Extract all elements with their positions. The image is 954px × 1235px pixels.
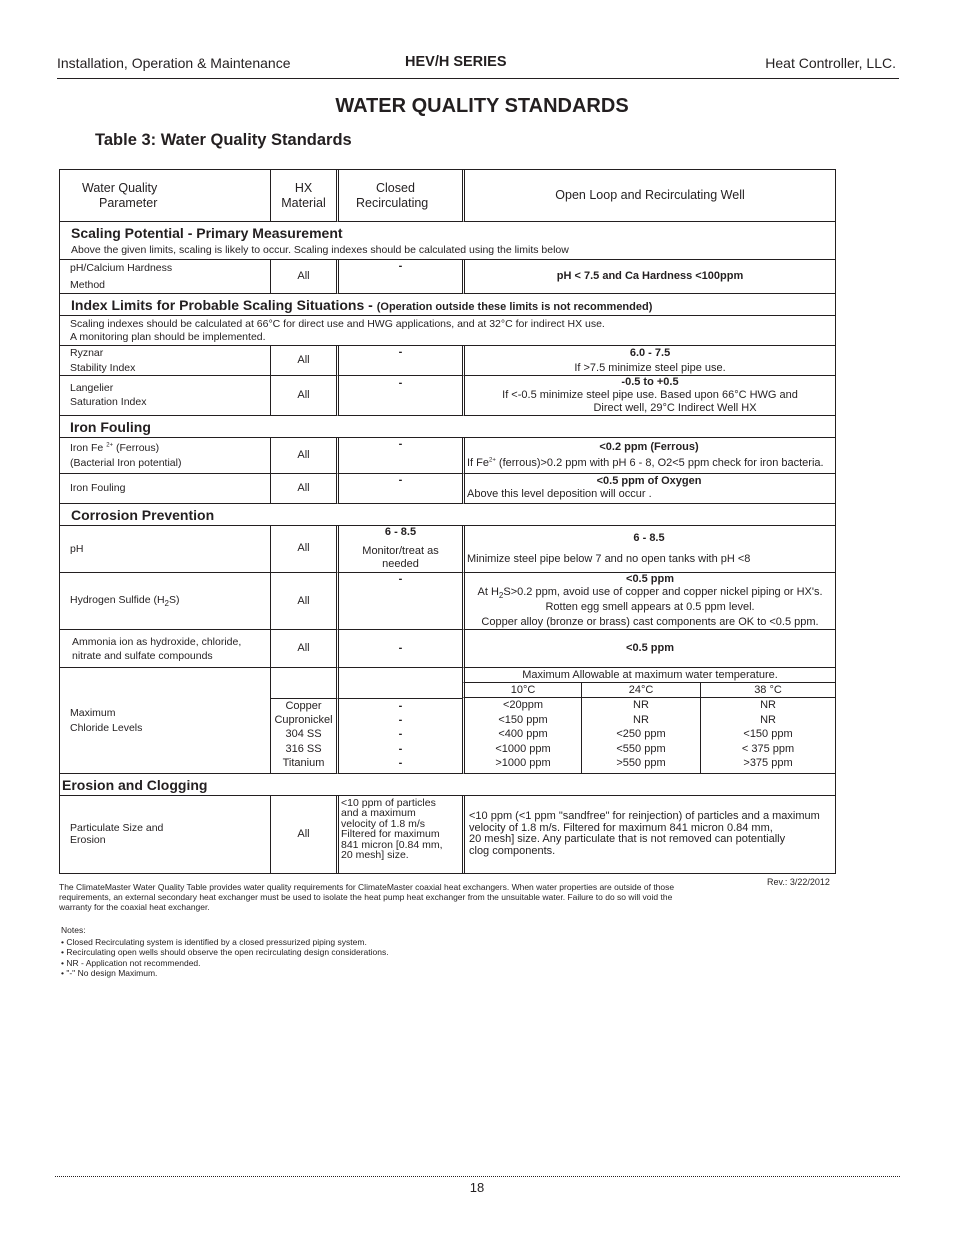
open-line: <10 ppm (<1 ppm "sandfree" for reinjection) of particles and a maximum	[469, 810, 820, 823]
hx-cell: Titanium	[270, 757, 336, 774]
table-row	[60, 474, 835, 504]
open-line: clog components.	[469, 844, 556, 857]
header-parameter-l2: Parameter	[99, 195, 158, 210]
chloride-value: <250 ppm	[581, 728, 700, 743]
param-fe-ferrous: (Ferrous)	[115, 441, 160, 454]
chloride-caption: Maximum Allowable at maximum water temperature.	[462, 668, 835, 683]
open-cell	[462, 438, 835, 474]
note-item: • Closed Recirculating system is identified by a closed pressurized piping system.	[61, 937, 367, 948]
chloride-value: < 375 ppm	[700, 742, 835, 757]
hx-cell: All	[270, 630, 336, 668]
open-note-a: At H	[477, 585, 499, 598]
chloride-value: <20ppm	[462, 698, 581, 713]
open-note: Above this level deposition will occur .	[467, 488, 652, 501]
closed-note: Monitor/treat as	[362, 544, 439, 557]
open-note: Minimize steel pipe below 7 and no open tanks with pH <8	[467, 552, 751, 565]
chloride-value: NR	[700, 713, 835, 728]
hx-cell	[270, 668, 336, 698]
closed-cell: -	[336, 728, 462, 743]
desc-line: Scaling indexes should be calculated at 66°C for direct use and HWG applications, and at 32°C for indirect HX use.	[70, 318, 605, 331]
param-line: Ryznar	[70, 347, 104, 360]
open-value: 6.0 - 7.5	[629, 346, 671, 359]
section-title-erosion: Erosion and Clogging	[60, 774, 835, 796]
disclaimer	[59, 883, 759, 912]
table-row	[60, 668, 835, 683]
hx-cell: All	[270, 376, 336, 416]
open-value: <0.5 ppm	[626, 572, 675, 585]
param-line: Particulate Size and	[70, 821, 164, 834]
section-row-iron	[60, 416, 835, 438]
table-row	[60, 438, 835, 474]
open-note-b: (ferrous)>0.2 ppm with pH 6 - 8, O2<5 ppm check for iron bacteria.	[498, 456, 824, 469]
header-closed	[336, 170, 462, 222]
chloride-value: >550 ppm	[581, 757, 700, 774]
open-note: If <-0.5 minimize steel pipe use. Based upon 66°C HWG and	[502, 388, 798, 401]
chloride-value: NR	[581, 713, 700, 728]
param-h2s-b: S)	[169, 593, 180, 606]
header-closed-l1: Closed	[376, 180, 415, 195]
open-line: velocity of 1.8 m/s. Filtered for maximum 841 micron 0.84 mm,	[469, 821, 773, 834]
section-title-corrosion: Corrosion Prevention	[60, 504, 835, 526]
chloride-value: >1000 ppm	[462, 757, 581, 774]
param-line: (Bacterial Iron potential)	[70, 456, 182, 469]
water-quality-table	[59, 169, 836, 874]
chloride-value: <150 ppm	[462, 713, 581, 728]
header-hx-l1: HX	[294, 180, 313, 195]
revision-date: Rev.: 3/22/2012	[767, 877, 830, 887]
footer-divider	[55, 1176, 900, 1177]
closed-cell: -	[336, 346, 462, 376]
param-line: nitrate and sulfate compounds	[72, 649, 213, 662]
hx-cell: All	[270, 438, 336, 474]
param-langelier	[60, 376, 270, 416]
subscript: 2	[498, 591, 504, 601]
open-note	[469, 586, 831, 601]
chloride-value: <400 ppm	[462, 728, 581, 743]
table-row	[60, 796, 835, 873]
param-h2s	[60, 573, 270, 631]
closed-line: 20 mesh] size.	[341, 849, 409, 862]
chloride-value: >375 ppm	[700, 757, 835, 774]
closed-cell: -	[336, 438, 462, 474]
header-hx-l2: Material	[281, 195, 326, 210]
param-ryznar	[60, 346, 270, 376]
open-note-b: S>0.2 ppm, avoid use of copper and copper nickel piping or HX's.	[503, 585, 823, 598]
closed-cell: -	[336, 474, 462, 504]
hx-cell: All	[270, 573, 336, 631]
header-series: HEV/H SERIES	[405, 54, 507, 70]
hx-cell: All	[270, 346, 336, 376]
table-row	[60, 573, 835, 631]
note-item: • NR - Application not recommended.	[61, 957, 201, 968]
open-cell: pH < 7.5 and Ca Hardness <100ppm	[462, 260, 835, 294]
hx-cell: All	[270, 474, 336, 504]
section-title-note: (Operation outside these limits is not recommended)	[376, 301, 653, 314]
disclaimer-line: The ClimateMaster Water Quality Table provides water quality requirements for ClimateMaster coaxial heat exchangers. When water properties are outside of those	[59, 882, 675, 892]
notes	[61, 925, 761, 978]
hx-cell: All	[270, 260, 336, 294]
table-row	[60, 376, 835, 416]
open-cell: <0.5 ppm	[462, 630, 835, 668]
chloride-value: NR	[581, 698, 700, 713]
closed-note: needed	[382, 557, 419, 570]
open-line: 20 mesh] size. Any particulate that is not removed can potentially	[469, 833, 786, 846]
open-cell	[462, 346, 835, 376]
subscript: 2	[164, 599, 169, 608]
closed-cell: -	[336, 376, 462, 416]
open-value: <0.2 ppm (Ferrous)	[599, 440, 699, 453]
hx-cell: Copper	[270, 698, 336, 713]
open-cell	[462, 376, 835, 416]
disclaimer-line: requirements, an external secondary heat exchanger must be used to isolate the heat pump heat exchanger from the unsuitable water. Failure to do so will void the	[59, 891, 673, 902]
section-row-erosion	[60, 774, 835, 796]
closed-value: 6 - 8.5	[384, 525, 417, 538]
superscript: 2+	[106, 442, 114, 449]
chloride-value: <150 ppm	[700, 728, 835, 743]
open-cell	[462, 796, 835, 873]
param-fe: Iron Fe	[70, 441, 104, 454]
hx-cell: 316 SS	[270, 742, 336, 757]
closed-cell	[336, 796, 462, 873]
param-particulate	[60, 796, 270, 873]
section-row-index	[60, 294, 835, 316]
section-desc-row	[60, 316, 835, 346]
section-desc-scaling: Above the given limits, scaling is likely to occur. Scaling indexes should be calculated using the limits below	[60, 242, 835, 260]
disclaimer-line: warranty for the coaxial heat exchanger.	[59, 901, 210, 912]
open-note	[467, 457, 831, 470]
closed-line: <10 ppm of particles	[341, 796, 436, 809]
section-title-iron: Iron Fouling	[60, 416, 835, 438]
header-left: Installation, Operation & Maintenance	[57, 55, 291, 71]
section-row-corrosion	[60, 504, 835, 526]
table-title: Table 3: Water Quality Standards	[95, 131, 352, 149]
param-line: Chloride Levels	[70, 722, 143, 735]
param-line: Maximum	[70, 706, 116, 719]
section-title-index	[60, 294, 835, 316]
header-closed-l2: Recirculating	[356, 195, 429, 210]
param-ammonia	[60, 630, 270, 668]
param-ph: pH	[60, 526, 270, 573]
temp-header: 24°C	[581, 683, 700, 698]
closed-line: Filtered for maximum	[341, 828, 440, 841]
temp-header: 38 °C	[700, 683, 835, 698]
closed-line: 841 micron [0.84 mm,	[341, 838, 443, 851]
header-open-loop: Open Loop and Recirculating Well	[462, 170, 835, 222]
closed-cell: -	[336, 742, 462, 757]
temp-header: 10°C	[462, 683, 581, 698]
param-line: Stability Index	[70, 361, 136, 374]
open-note: Rotten egg smell appears at 0.5 ppm level.	[545, 600, 755, 613]
closed-cell: -	[336, 698, 462, 713]
page-header	[57, 54, 899, 79]
header-company: Heat Controller, LLC.	[765, 55, 896, 71]
param-line: Saturation Index	[70, 396, 147, 409]
param-ph-calcium	[60, 260, 270, 294]
param-iron-fouling: Iron Fouling	[60, 474, 270, 504]
hx-cell: Cupronickel	[270, 713, 336, 728]
param-line: pH/Calcium Hardness	[70, 261, 173, 274]
closed-line: velocity of 1.8 m/s	[341, 817, 426, 830]
section-title-scaling: Scaling Potential - Primary Measurement	[71, 224, 343, 241]
table-row	[60, 526, 835, 573]
notes-title: Notes:	[61, 925, 86, 935]
table-header-row	[60, 170, 835, 222]
section-desc-index	[60, 316, 835, 346]
open-note: If >7.5 minimize steel pipe use.	[574, 361, 726, 374]
section-row-scaling	[60, 222, 835, 242]
param-line: Method	[70, 279, 106, 291]
param-iron-fe	[60, 438, 270, 474]
closed-cell: -	[336, 573, 462, 631]
header-parameter	[60, 170, 270, 222]
page-title: WATER QUALITY STANDARDS	[335, 95, 629, 117]
table-row	[60, 346, 835, 376]
header-hx-material	[270, 170, 336, 222]
open-value: 6 - 8.5	[633, 531, 665, 544]
closed-cell: -	[336, 713, 462, 728]
closed-cell: -	[336, 260, 462, 294]
closed-cell: -	[336, 630, 462, 668]
section-title-text: Index Limits for Probable Scaling Situations -	[71, 297, 377, 314]
open-note-a: If Fe	[467, 456, 490, 469]
page-number: 18	[469, 1180, 485, 1195]
open-note: Direct well, 29°C Indirect Well HX	[593, 401, 757, 414]
closed-cell	[336, 526, 462, 573]
open-cell	[462, 526, 835, 573]
note-item: • Recirculating open wells should observe the open recirculating design considerations.	[61, 947, 389, 958]
note-item: • "-" No design Maximum.	[61, 967, 158, 978]
param-line: Erosion	[70, 834, 106, 847]
open-note: Copper alloy (bronze or brass) cast components are OK to <0.5 ppm.	[481, 616, 819, 629]
param-line	[70, 442, 266, 454]
chloride-value: NR	[700, 698, 835, 713]
hx-cell: 304 SS	[270, 728, 336, 743]
closed-line: and a maximum	[341, 807, 416, 820]
table-row	[60, 260, 835, 294]
chloride-value: <550 ppm	[581, 742, 700, 757]
open-value: <0.5 ppm of Oxygen	[596, 475, 702, 488]
section-desc-row	[60, 242, 835, 260]
hx-cell: All	[270, 526, 336, 573]
open-cell	[462, 474, 835, 504]
desc-line: A monitoring plan should be implemented.	[70, 330, 266, 343]
param-chloride	[60, 668, 270, 773]
chloride-value: <1000 ppm	[462, 742, 581, 757]
open-value: -0.5 to +0.5	[621, 376, 679, 388]
hx-cell: All	[270, 796, 336, 873]
open-cell	[462, 573, 835, 631]
table-row	[60, 630, 835, 668]
param-h2s-a: Hydrogen Sulfide (H	[70, 593, 165, 606]
param-line: Langelier	[70, 382, 114, 395]
header-parameter-l1: Water Quality	[82, 180, 158, 195]
param-line: Ammonia ion as hydroxide, chloride,	[72, 635, 242, 648]
closed-cell	[336, 668, 462, 698]
superscript: 2+	[489, 457, 496, 464]
closed-cell: -	[336, 757, 462, 774]
